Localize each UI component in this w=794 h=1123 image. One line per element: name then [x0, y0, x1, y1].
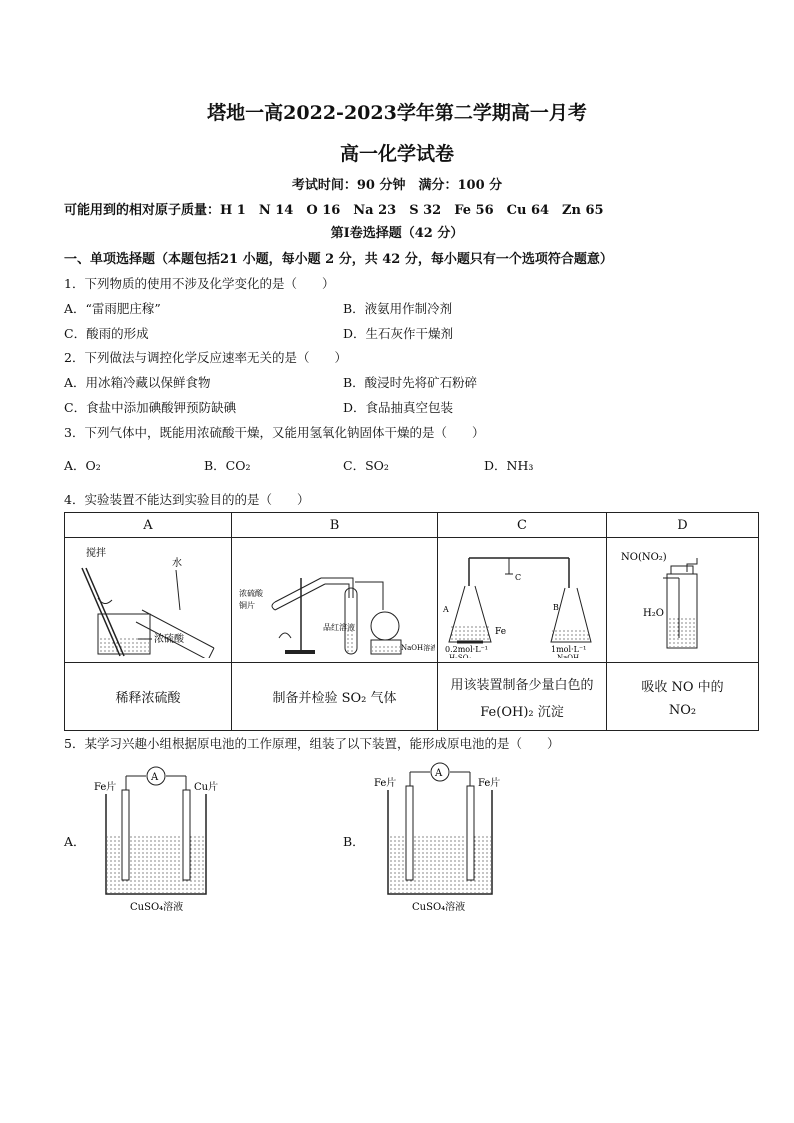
q5-option-b: B． — [343, 834, 365, 849]
paper-subtitle: 高一化学试卷 — [339, 143, 454, 165]
fe-label: Fe — [495, 627, 507, 637]
so2-apparatus-diagram — [235, 538, 435, 658]
q2-option-c: C．食盐中添加碘酸钾预防缺碘 — [64, 400, 237, 415]
cell-a-right-electrode: Cu片 — [194, 782, 219, 793]
purpose-d: 吸收 NO 中的 NO₂ — [607, 663, 759, 731]
diagram-cell-b — [232, 538, 438, 663]
q3-option-d: D．NH₃ — [484, 458, 534, 473]
exam-info: 考试时间：90 分钟 满分：100 分 — [291, 178, 503, 193]
q1-option-d: D．生石灰作干燥剂 — [343, 326, 454, 341]
flask-b-label: B — [553, 603, 559, 612]
cell-a-left-electrode: Fe片 — [94, 782, 117, 793]
water-label: 水 — [172, 558, 182, 569]
q2-stem: 2．下列做法与调控化学反应速率无关的是（ ） — [64, 350, 347, 365]
col-header-b: B — [232, 513, 438, 538]
fe-oh2-apparatus-diagram — [439, 538, 605, 658]
q2-option-a: A．用冰箱冷藏以保鲜食物 — [64, 375, 211, 390]
q3-stem: 3．下列气体中，既能用浓硫酸干燥，又能用氢氧化钠固体干燥的是（ ） — [64, 425, 485, 440]
gas-mixture-label: NO(NO₂) — [620, 552, 667, 563]
galvanic-cell-a-diagram — [94, 764, 224, 914]
ammeter-a-label: A — [151, 772, 159, 783]
cell-a-solution: CuSO₄溶液 — [130, 902, 184, 913]
q1-option-c: C．酸雨的形成 — [64, 326, 149, 341]
base-conc-label: 1mol·L⁻¹ — [551, 645, 587, 654]
q5-option-a: A． — [64, 834, 86, 849]
cell-b-left-electrode: Fe片 — [374, 778, 397, 789]
atomic-masses: 可能用到的相对原子质量：H 1 N 14 O 16 Na 23 S 32 Fe 56 Cu 64 Zn 65 — [64, 203, 604, 218]
col-header-c: C — [438, 513, 607, 538]
q4-stem: 4．实验装置不能达到实验目的的是（ ） — [64, 492, 310, 507]
diagram-cell-d — [607, 538, 759, 663]
water-d-label: H₂O — [642, 608, 664, 619]
q3-option-a: A．O₂ — [64, 458, 101, 473]
diagram-cell-a — [65, 538, 232, 663]
col-header-d: D — [607, 513, 759, 538]
section-heading: 一、单项选择题（本题包括21 小题，每小题 2 分，共 42 分，每小题只有一个选项符合题意） — [64, 252, 613, 267]
q1-stem: 1．下列物质的使用不涉及化学变化的是（ ） — [64, 276, 335, 291]
q2-option-d: D．食品抽真空包装 — [343, 400, 454, 415]
purpose-a: 稀释浓硫酸 — [65, 663, 232, 731]
clamp-c-label: C — [515, 573, 522, 582]
q2-option-b: B．酸浸时先将矿石粉碎 — [343, 375, 478, 390]
exam-title: 塔地一高2022-2023学年第二学期高一月考 — [207, 102, 587, 124]
cell-b-right-electrode: Fe片 — [478, 778, 501, 789]
part-title: 第Ⅰ卷选择题（42 分） — [330, 226, 464, 241]
gas-wash-bottle-diagram — [609, 538, 757, 658]
naoh-label: NaOH溶液 — [400, 644, 435, 652]
q5-stem: 5．某学习兴趣小组根据原电池的工作原理，组装了以下装置，能形成原电池的是（ ） — [64, 736, 560, 751]
cell-b-solution: CuSO₄溶液 — [412, 902, 466, 913]
q1-option-a: A．“雷雨肥庄稼” — [64, 301, 161, 316]
q1-option-b: B．液氨用作制冷剂 — [343, 301, 453, 316]
diagram-cell-c — [438, 538, 607, 663]
base-name-label: NaOH — [557, 654, 580, 658]
magenta-label: 品红溶液 — [322, 623, 355, 632]
dilution-diagram — [68, 538, 228, 658]
conc-acid-label: 浓硫酸 — [154, 634, 184, 645]
galvanic-cell-b-diagram — [374, 760, 504, 914]
copper-label: 铜片 — [238, 601, 255, 610]
flask-a-label: A — [443, 605, 449, 614]
purpose-c: 用该装置制备少量白色的 Fe(OH)₂ 沉淀 — [438, 663, 607, 731]
conc-sulfuric-label: 浓硫酸 — [238, 589, 263, 598]
acid-name-label: H₂SO₄ — [449, 654, 472, 658]
purpose-b: 制备并检验 SO₂ 气体 — [232, 663, 438, 731]
stir-label: 搅拌 — [86, 548, 106, 559]
col-header-a: A — [65, 513, 232, 538]
q3-option-c: C．SO₂ — [343, 458, 389, 473]
experiment-table — [64, 512, 759, 731]
ammeter-b-label: A — [435, 768, 443, 779]
q3-option-b: B．CO₂ — [204, 458, 251, 473]
acid-conc-label: 0.2mol·L⁻¹ — [445, 645, 488, 654]
